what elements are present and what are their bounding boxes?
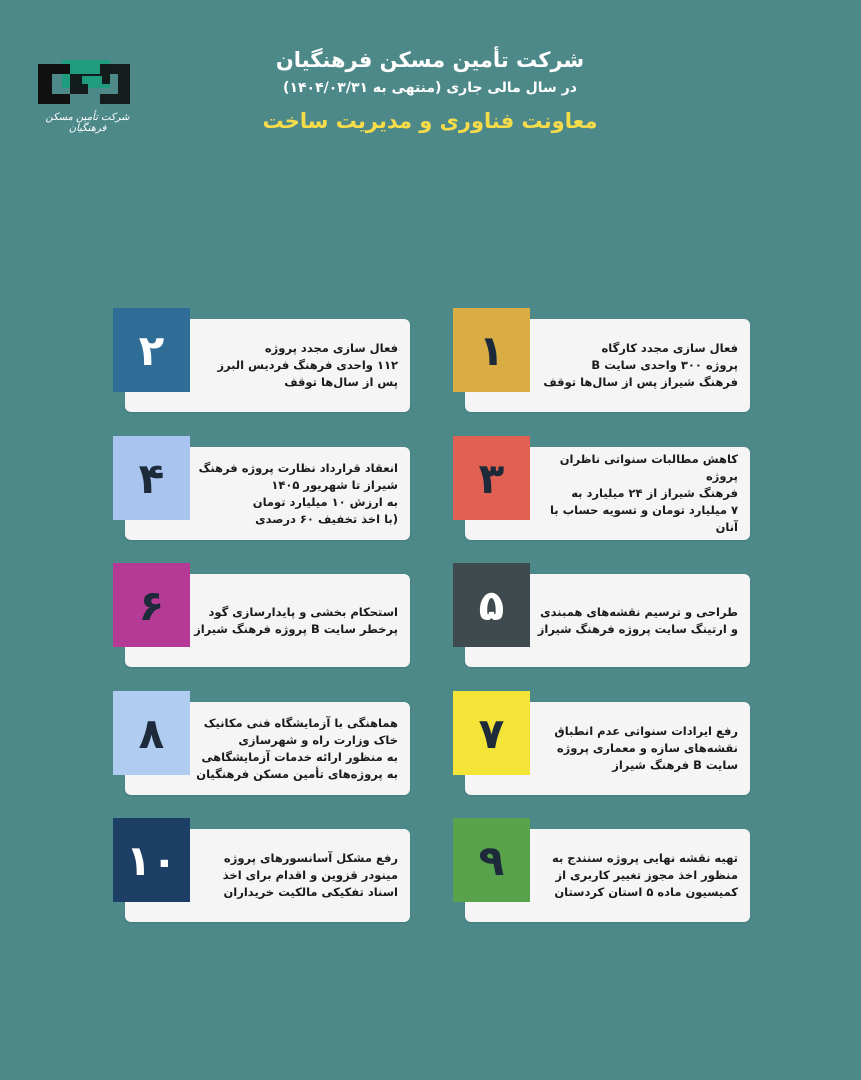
card-line: فعال سازی مجدد پروژه — [264, 341, 398, 355]
card-text — [193, 447, 398, 540]
department-title: معاونت فناوری و مدیریت ساخت — [262, 109, 598, 133]
logo-caption: شرکت تأمین مسکن فرهنگیان — [45, 112, 130, 134]
card-line: رفع مشکل آسانسورهای پروژه — [223, 851, 398, 865]
card-line: پروژه ۳۰۰ واحدی سایت B — [591, 358, 738, 372]
card-line: هماهنگی با آزمایشگاه فنی مکانیک — [203, 715, 398, 730]
number-badge-2: ۲ — [113, 308, 190, 392]
card-line: به ارزش ۱۰ میلیارد تومان — [252, 494, 398, 509]
card-line: پرخطر سایت B پروژه فرهنگ شیراز — [194, 621, 398, 636]
card-line: فرهنگ شیراز پس از سال‌ها توقف — [543, 375, 738, 389]
card-line: سایت B فرهنگ شیراز — [612, 758, 738, 772]
card-line: ۷ میلیارد تومان و تسویه حساب با آنان — [549, 503, 738, 534]
header — [210, 45, 650, 137]
card-line: شیراز تا شهریور ۱۴۰۵ — [271, 477, 398, 492]
company-logo-icon — [30, 52, 145, 112]
card-line: اسناد تفکیکی مالکیت خریداران — [223, 885, 398, 899]
card-text — [193, 319, 398, 412]
number-badge-8: ۸ — [113, 691, 190, 775]
card-line: فرهنگ شیراز از ۲۴ میلیارد به — [571, 486, 738, 500]
card-line: خاک وزارت راه و شهرسازی — [238, 732, 398, 747]
card-line: انعقاد قرارداد نظارت پروژه فرهنگ — [198, 460, 398, 475]
card-text — [533, 447, 738, 540]
number-badge-3: ۳ — [453, 436, 530, 520]
card-text — [533, 574, 738, 667]
card-text — [193, 574, 398, 667]
card-text — [533, 319, 738, 412]
fiscal-year-subtitle: در سال مالی جاری (منتهی به ۱۴۰۴/۰۳/۳۱) — [283, 80, 577, 96]
page-title: شرکت تأمین مسکن فرهنگیان — [275, 48, 585, 72]
card-text — [533, 702, 738, 795]
card-line: به منظور ارائه خدمات آزمایشگاهی — [201, 749, 398, 764]
number-badge-9: ۹ — [453, 818, 530, 902]
card-line: فعال سازی مجدد کارگاه — [601, 341, 738, 355]
card-line: (با اخذ تخفیف ۶۰ درصدی — [255, 511, 398, 526]
company-logo — [30, 52, 145, 142]
number-badge-4: ۴ — [113, 436, 190, 520]
card-line: منظور اخذ مجوز تغییر کاربری از — [555, 868, 738, 882]
card-line: به پروژه‌های تأمین مسکن فرهنگیان — [196, 766, 398, 781]
number-badge-5: ۵ — [453, 563, 530, 647]
number-badge-7: ۷ — [453, 691, 530, 775]
card-line: و ارتینگ سایت پروژه فرهنگ شیراز — [537, 621, 738, 636]
card-line: تهیه نقشه نهایی پروژه سنندج به — [552, 851, 738, 865]
card-line: پس از سال‌ها توقف — [284, 375, 398, 389]
card-line: رفع ایرادات سنواتی عدم انطباق — [554, 724, 738, 738]
card-line: مینودر قزوین و اقدام برای اخذ — [222, 868, 398, 882]
card-line: کاهش مطالبات سنواتی ناظران پروژه — [559, 452, 738, 483]
card-line: نقشه‌های سازه و معماری پروژه — [556, 741, 738, 755]
number-badge-1: ۱ — [453, 308, 530, 392]
card-line: طراحی و ترسیم نقشه‌های همبندی — [540, 604, 738, 619]
card-text — [193, 702, 398, 795]
card-line: کمیسیون ماده ۵ استان کردستان — [554, 885, 738, 899]
number-badge-6: ۶ — [113, 563, 190, 647]
card-line: ۱۱۲ واحدی فرهنگ فردیس البرز — [217, 358, 398, 372]
number-badge-10: ۱۰ — [113, 818, 190, 902]
card-text — [193, 829, 398, 922]
card-text — [533, 829, 738, 922]
card-line: استحکام بخشی و پایدارسازی گود — [208, 604, 398, 619]
